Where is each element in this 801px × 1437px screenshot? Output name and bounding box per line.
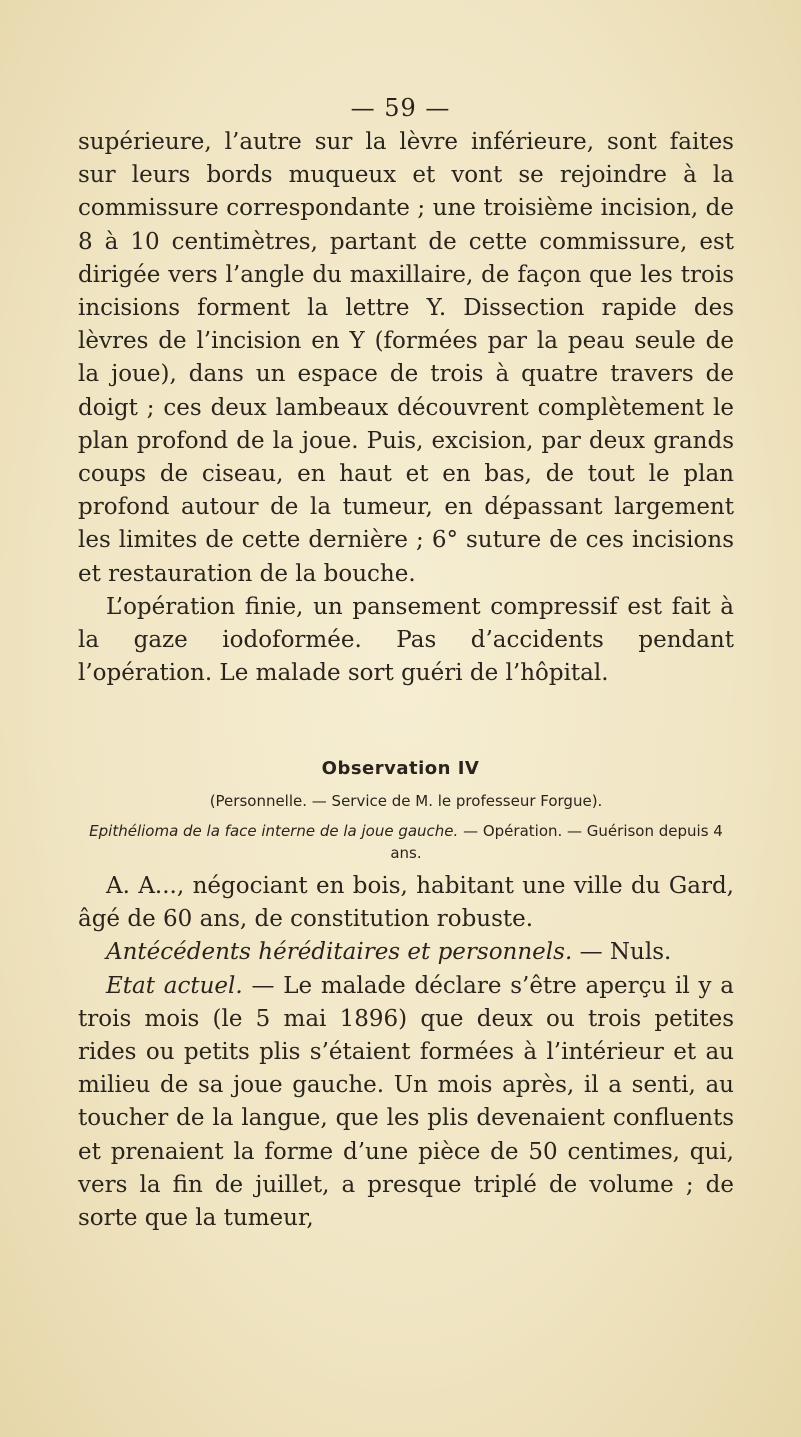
observation-summary (78, 820, 734, 864)
text-block-lower (78, 870, 734, 1235)
observation-heading: Observation IV (321, 758, 480, 779)
paragraph-continuation: supérieure, l’autre sur la lèvre inférieure, sont faites sur leurs bords muqueux et vont se rejoindre à la commissure correspondante ; une troisième incision, de 8 à 10 centimètres, partant de cette commissure, est dirigée vers l’angle du maxillaire, de façon que les trois incisions forment la lettre Y. Dissection rapide des lèvres de l’incision en Y (formées par la peau seule de la joue), dans un espace de trois à quatre travers de doigt ; ces deux lambeaux découvrent complètement le plan profond de la joue. Puis, excision, par deux grands coups de ciseau, en haut et en bas, de tout le plan profond autour de la tumeur, en dépassant largement les limites de cette dernière ; 6° suture de ces incisions et restauration de la bouche. (78, 129, 734, 587)
observation-diagnosis: Epithélioma de la face interne de la joue gauche. (89, 822, 459, 840)
paragraph-antecedents (78, 936, 734, 969)
current-state-text: — Le malade déclare s’être aperçu il y a trois mois (le 5 mai 1896) que deux ou trois petites rides ou petits plis s’étaient formées à l’intérieur et au milieu de sa joue gauche. Un mois après, il a senti, au toucher de la langue, que les plis devenaient confluents et prenaient la forme d’une pièce de 50 centimes, qui, vers la fin de juillet, a presque triplé de volume ; de sorte que la tumeur, (78, 972, 734, 1232)
page-number: — 59 — (350, 94, 451, 122)
observation-source: (Personnelle. — Service de M. le professeur Forgue). (209, 792, 603, 810)
paragraph-operation-end: L’opération finie, un pansement compressif est fait à la gaze iodoformée. Pas d’accidents pendant l’opération. Le malade sort guéri de l’hôpital. (78, 593, 734, 687)
antecedents-label: Antécédents héréditaires et personnels. (106, 939, 573, 966)
current-state-label: Etat actuel. (106, 972, 243, 999)
text-block-upper (78, 126, 734, 690)
paragraph-current-state (78, 970, 734, 1236)
observation-outcome: — Opération. — Guérison depuis 4 ans. (390, 822, 723, 862)
paragraph-patient: A. A..., négociant en bois, habitant une ville du Gard, âgé de 60 ans, de constitution robuste. (78, 873, 734, 933)
antecedents-text: — Nuls. (572, 939, 672, 966)
